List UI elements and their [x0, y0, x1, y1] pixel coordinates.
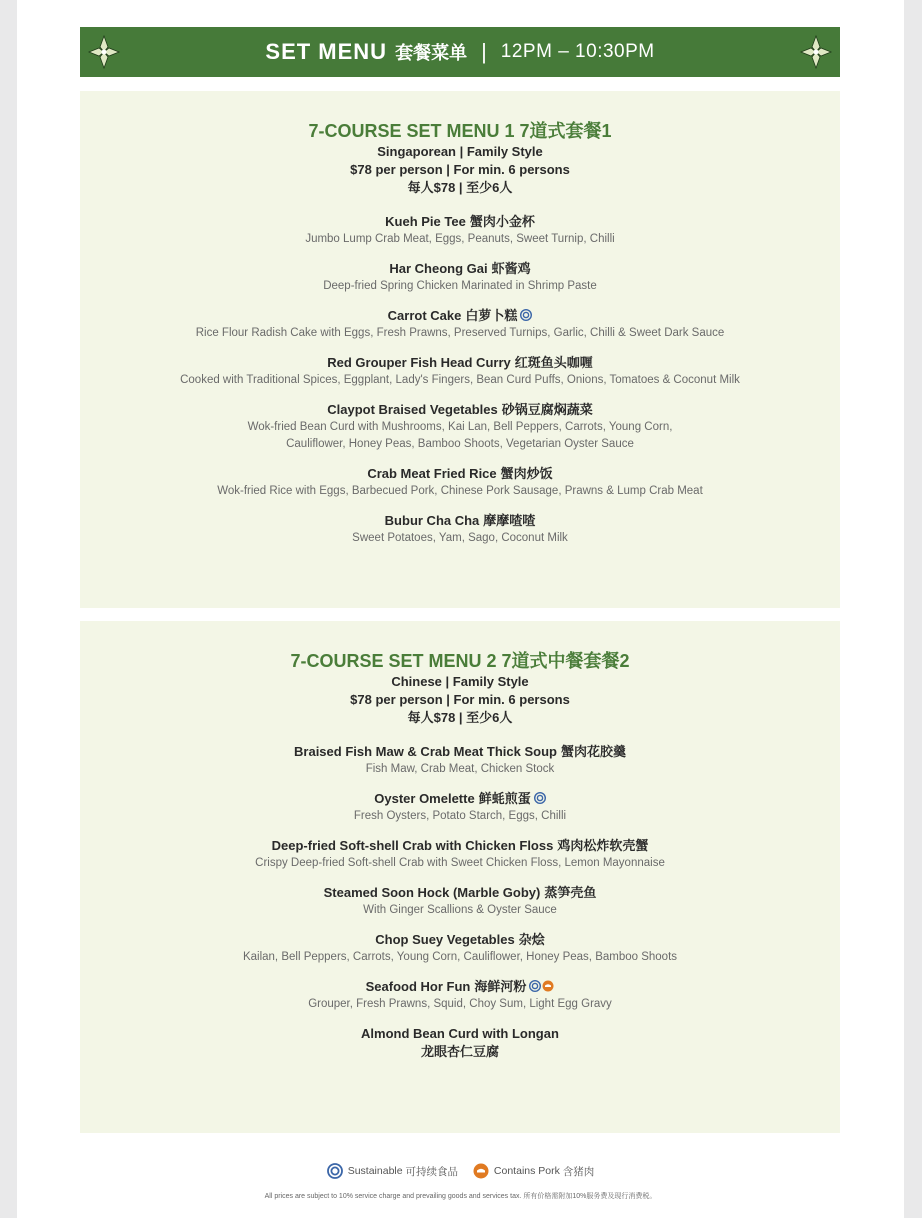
pricing-footnote: All prices are subject to 10% service charge and prevailing goods and services tax. 所有价格需附加10%服务费及现行消费税。 — [264, 1193, 657, 1200]
dish-item — [80, 931, 840, 966]
dish-name-cn: 蒸笋壳鱼 — [544, 885, 597, 900]
dish-name: Braised Fish Maw & Crab Meat Thick Soup — [294, 744, 557, 759]
menu-title: 7-COURSE SET MENU 1 7道式套餐1 — [308, 121, 612, 141]
set-menu-2-panel — [80, 621, 840, 1133]
dish-description: Wok-fried Rice with Eggs, Barbecued Pork, Chinese Pork Sausage, Prawns & Lump Crab Meat — [217, 485, 703, 497]
dish-item — [80, 512, 840, 547]
legend-sustainable-cn: 可持续食品 — [405, 1165, 458, 1178]
dish-item — [80, 213, 840, 248]
dish-name-cn: 鲜蚝煎蛋 — [478, 791, 531, 806]
dish-description: Jumbo Lump Crab Meat, Eggs, Peanuts, Sweet Turnip, Chilli — [305, 233, 615, 245]
dish-description: Rice Flour Radish Cake with Eggs, Fresh Prawns, Preserved Turnips, Garlic, Chilli & Sweet Dark Sauce — [195, 327, 725, 339]
dish-item — [80, 260, 840, 295]
dish-description: Fish Maw, Crab Meat, Chicken Stock — [365, 763, 555, 775]
set-menu-banner — [80, 27, 840, 77]
dish-name: Red Grouper Fish Head Curry — [327, 355, 511, 370]
dish-name: Bubur Cha Cha — [384, 513, 480, 528]
sustainable-icon — [529, 980, 541, 992]
dish-name: Carrot Cake — [387, 308, 462, 323]
floral-ornament-icon — [798, 33, 834, 71]
dish-description: Kailan, Bell Peppers, Carrots, Young Corn, Cauliflower, Honey Peas, Bamboo Shoots — [242, 951, 678, 963]
banner-title-cn: 套餐菜单 — [395, 43, 468, 63]
sustainable-icon — [327, 1163, 343, 1179]
sustainable-icon — [520, 309, 532, 321]
menu-style: Chinese | Family Style — [391, 674, 529, 689]
dish-name: Almond Bean Curd with Longan — [361, 1026, 559, 1041]
banner-hours: 12PM – 10:30PM — [500, 41, 655, 62]
dish-description: Cauliflower, Honey Peas, Bamboo Shoots, Vegetarian Oyster Sauce — [286, 438, 634, 450]
dish-description: Crispy Deep-fried Soft-shell Crab with Sweet Chicken Floss, Lemon Mayonnaise — [255, 857, 665, 869]
dish-name-cn: 蟹肉小金杯 — [469, 214, 535, 229]
dish-item — [80, 790, 840, 825]
dish-name: Deep-fried Soft-shell Crab with Chicken Floss — [271, 838, 554, 853]
banner-title: SET MENU — [265, 39, 388, 64]
dish-item — [80, 884, 840, 919]
menu-page — [17, 0, 904, 1218]
dish-name-cn: 杂烩 — [518, 932, 545, 947]
dish-item — [80, 978, 840, 1013]
menu-price-cn: 每人$78 | 至少6人 — [407, 710, 513, 725]
dish-item — [80, 401, 840, 453]
dish-description: Deep-fried Spring Chicken Marinated in Shrimp Paste — [323, 280, 597, 292]
dish-item — [80, 837, 840, 872]
dish-item — [80, 354, 840, 389]
dish-item — [80, 465, 840, 500]
dish-name: Chop Suey Vegetables — [375, 932, 515, 947]
legend-pork-label: Contains Pork — [493, 1165, 560, 1177]
dish-description: Cooked with Traditional Spices, Eggplant, Lady's Fingers, Bean Curd Puffs, Onions, Tomatoes & Coconut Milk — [180, 374, 740, 386]
dish-name: Steamed Soon Hock (Marble Goby) — [323, 885, 541, 900]
dish-name: Har Cheong Gai — [389, 261, 488, 276]
pork-icon — [473, 1163, 489, 1179]
legend-pork-cn: 含猪肉 — [562, 1165, 595, 1178]
floral-ornament-icon — [86, 33, 122, 71]
sustainable-icon — [534, 792, 546, 804]
menu-style: Singaporean | Family Style — [377, 144, 543, 159]
menu-title: 7-COURSE SET MENU 2 7道式中餐套餐2 — [290, 651, 630, 671]
dish-item — [80, 307, 840, 342]
dish-item — [80, 1025, 840, 1061]
legend-sustainable — [327, 1163, 458, 1179]
dish-name-cn: 摩摩喳喳 — [483, 513, 536, 528]
dish-name-cn: 蟹肉花胶羹 — [560, 744, 626, 759]
dish-name-cn: 鸡肉松炸软壳蟹 — [557, 838, 649, 853]
dish-name: Crab Meat Fried Rice — [367, 466, 497, 481]
dish-name-cn: 海鲜河粉 — [474, 979, 527, 994]
dish-description: Fresh Oysters, Potato Starch, Eggs, Chilli — [353, 810, 567, 822]
dish-name-cn: 蟹肉炒饭 — [500, 466, 553, 481]
menu-price-cn: 每人$78 | 至少6人 — [407, 180, 513, 195]
dish-name: Oyster Omelette — [374, 791, 475, 806]
legend-pork — [473, 1163, 594, 1179]
dish-name-cn: 白萝卜糕 — [465, 308, 518, 323]
dish-item — [80, 743, 840, 778]
set-menu-1-panel — [80, 91, 840, 608]
legend-sustainable-label: Sustainable — [347, 1165, 403, 1177]
dish-name-cn: 砂锅豆腐焖蔬菜 — [501, 402, 593, 417]
dish-description: Wok-fried Bean Curd with Mushrooms, Kai Lan, Bell Peppers, Carrots, Young Corn, — [247, 421, 673, 433]
dish-name-cn: 红斑鱼头咖喱 — [514, 355, 593, 370]
dish-description: With Ginger Scallions & Oyster Sauce — [363, 904, 557, 916]
dish-name-cn: 虾酱鸡 — [491, 261, 531, 276]
menu-price: $78 per person | For min. 6 persons — [350, 692, 570, 707]
dish-name: Seafood Hor Fun — [365, 979, 471, 994]
dish-name: Claypot Braised Vegetables — [327, 402, 498, 417]
menu-price: $78 per person | For min. 6 persons — [350, 162, 570, 177]
pork-icon — [542, 980, 554, 992]
banner-separator: | — [481, 39, 487, 64]
dish-description: Grouper, Fresh Prawns, Squid, Choy Sum, Light Egg Gravy — [308, 998, 612, 1010]
dish-name: Kueh Pie Tee — [385, 214, 466, 229]
dish-description: Sweet Potatoes, Yam, Sago, Coconut Milk — [352, 532, 568, 544]
dish-name-cn: 龙眼杏仁豆腐 — [420, 1044, 499, 1059]
legend — [17, 1163, 904, 1182]
